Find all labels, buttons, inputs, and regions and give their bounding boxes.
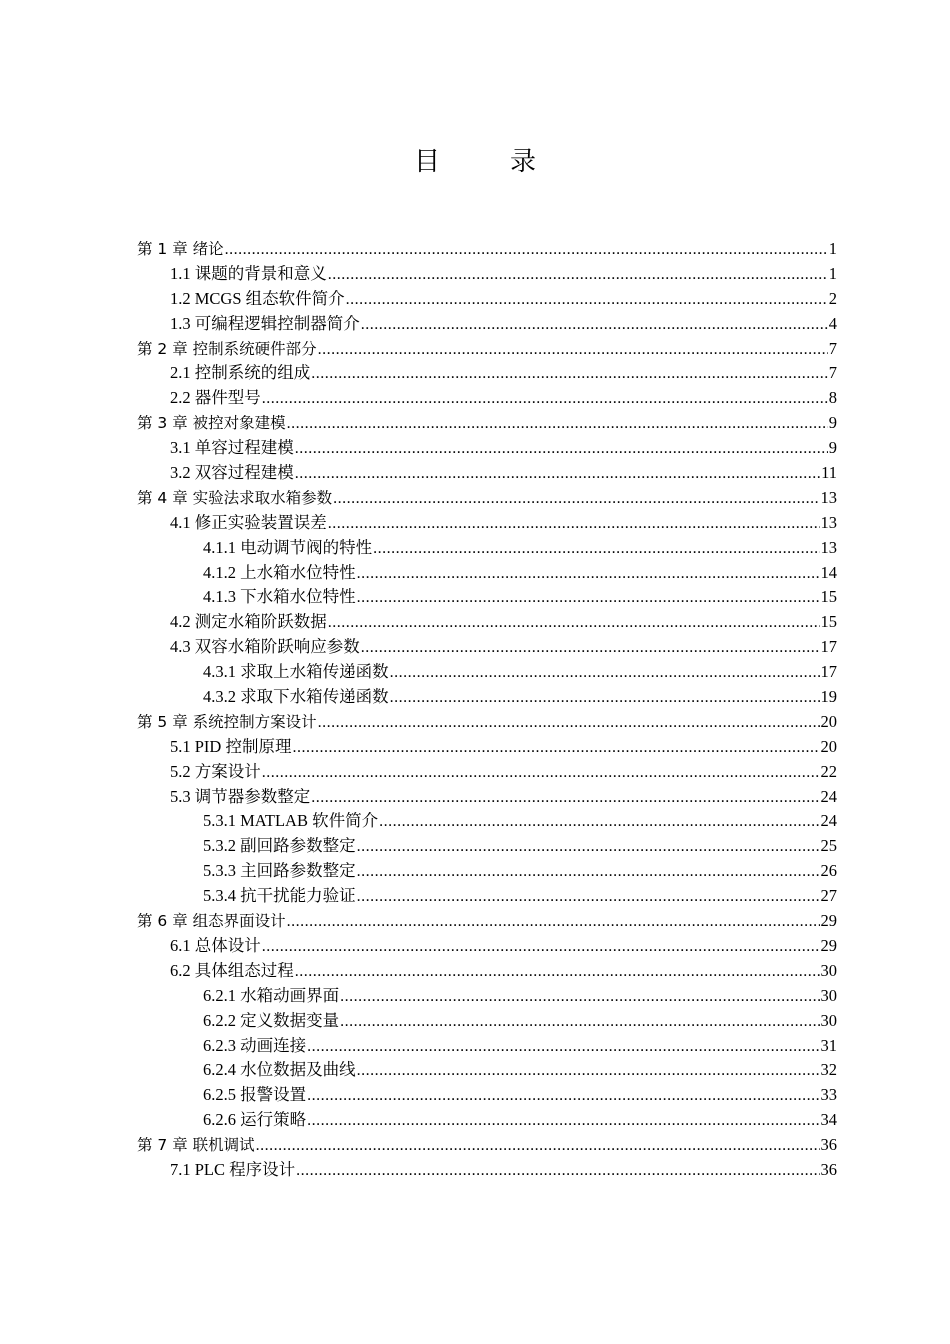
toc-page-number: 20 [820,736,837,756]
toc-entry[interactable] [137,361,837,386]
toc-entry[interactable] [137,1108,837,1133]
toc-entry-text: 2.1 控制系统的组成 [170,363,311,383]
toc-page-number: 2 [828,288,837,308]
toc-page-number: 26 [820,861,837,881]
toc-dot-leader [328,512,820,537]
toc-dot-leader [357,885,820,910]
toc-dot-leader [357,586,820,611]
toc-page-number: 30 [820,985,837,1005]
toc-entry[interactable] [137,1009,837,1034]
toc-entry-text: 5.3 调节器参数整定 [170,786,311,806]
toc-dot-leader [262,761,820,786]
toc-dot-leader [357,562,820,587]
toc-entry[interactable] [137,561,837,586]
toc-page-number: 27 [820,886,837,906]
toc-entry-text: 3.2 双容过程建模 [170,463,294,483]
toc-page-number: 22 [820,761,837,781]
toc-dot-leader [340,1010,819,1035]
toc-entry-text: 5.1 PID 控制原理 [170,736,292,756]
toc-entry[interactable] [137,585,837,610]
toc-page-number: 29 [820,935,837,955]
toc-page-number: 34 [820,1110,837,1130]
toc-entry[interactable] [137,411,837,436]
toc-page-number: 20 [820,711,837,731]
toc-dot-leader [361,313,828,338]
toc-dot-leader [225,238,828,263]
toc-entry[interactable] [137,1133,837,1158]
toc-page-number: 7 [828,338,837,358]
toc-dot-leader [295,437,828,462]
toc-entry[interactable] [137,1034,837,1059]
toc-page-number: 13 [820,537,837,557]
toc-entry-text: 1.2 MCGS 组态软件简介 [170,288,345,308]
toc-dot-leader [307,1084,819,1109]
toc-dot-leader [318,338,828,363]
toc-entry-text: 4.1.3 下水箱水位特性 [203,587,356,607]
toc-entry[interactable] [137,436,837,461]
toc-entry-text: 6.2.5 报警设置 [203,1085,307,1105]
toc-entry-text: 第 4 章 实验法求取水箱参数 [137,488,333,507]
toc-entry[interactable] [137,984,837,1009]
toc-entry[interactable] [137,536,837,561]
toc-dot-leader [340,985,819,1010]
toc-entry[interactable] [137,760,837,785]
toc-entry[interactable] [137,337,837,362]
toc-entry[interactable] [137,511,837,536]
toc-entry-text: 第 2 章 控制系统硬件部分 [137,339,317,358]
toc-dot-leader [333,487,819,512]
toc-entry[interactable] [137,1083,837,1108]
toc-entry-text: 4.2 测定水箱阶跃数据 [170,612,327,632]
toc-dot-leader [295,462,820,487]
toc-entry[interactable] [137,785,837,810]
toc-page-number: 17 [820,662,837,682]
toc-page-number: 31 [820,1035,837,1055]
toc-entry[interactable] [137,959,837,984]
toc-entry-text: 4.1.2 上水箱水位特性 [203,562,356,582]
toc-entry[interactable] [137,610,837,635]
toc-entry[interactable] [137,486,837,511]
toc-entry-text: 6.2.2 定义数据变量 [203,1010,340,1030]
toc-entry[interactable] [137,934,837,959]
toc-dot-leader [357,835,820,860]
toc-entry-text: 7.1 PLC 程序设计 [170,1159,296,1179]
toc-entry-text: 5.3.4 抗干扰能力验证 [203,886,356,906]
table-of-contents [137,237,837,1183]
toc-page-number: 1 [828,263,837,283]
toc-page-number: 36 [820,1159,837,1179]
toc-entry[interactable] [137,635,837,660]
toc-dot-leader [318,711,820,736]
toc-dot-leader [295,960,820,985]
toc-entry[interactable] [137,660,837,685]
toc-entry[interactable] [137,312,837,337]
toc-entry-text: 1.1 课题的背景和意义 [170,263,327,283]
toc-page-number: 24 [820,786,837,806]
toc-dot-leader [328,263,828,288]
toc-entry[interactable] [137,710,837,735]
toc-entry[interactable] [137,685,837,710]
toc-dot-leader [390,686,820,711]
toc-page-number: 13 [820,512,837,532]
toc-entry[interactable] [137,735,837,760]
toc-page-number: 36 [820,1135,837,1155]
toc-entry-text: 6.2.1 水箱动画界面 [203,985,340,1005]
toc-dot-leader [357,1059,820,1084]
toc-entry-text: 5.3.1 MATLAB 软件简介 [203,811,379,831]
toc-dot-leader [357,860,820,885]
toc-title: 目 录 [413,147,558,177]
toc-entry-text: 5.3.3 主回路参数整定 [203,861,356,881]
toc-dot-leader [361,636,820,661]
toc-entry-text: 4.1 修正实验装置误差 [170,512,327,532]
toc-dot-leader [346,288,828,313]
toc-entry-text: 6.1 总体设计 [170,935,261,955]
toc-dot-leader [307,1035,819,1060]
toc-entry[interactable] [137,809,837,834]
toc-entry-text: 5.2 方案设计 [170,761,261,781]
toc-page-number: 25 [820,836,837,856]
toc-entry-text: 4.3.2 求取下水箱传递函数 [203,687,389,707]
toc-dot-leader [262,935,820,960]
toc-entry-text: 第 1 章 绪论 [137,240,224,258]
toc-entry-text: 4.3.1 求取上水箱传递函数 [203,662,389,682]
toc-entry[interactable] [137,287,837,312]
toc-dot-leader [287,910,820,935]
toc-page-number: 32 [820,1060,837,1080]
toc-page-number: 14 [820,562,837,582]
toc-entry[interactable] [137,262,837,287]
toc-dot-leader [256,1134,820,1159]
toc-entry-text: 6.2.6 运行策略 [203,1110,307,1130]
toc-entry-text: 5.3.2 副回路参数整定 [203,836,356,856]
toc-dot-leader [296,1159,819,1184]
toc-page-number: 29 [820,911,837,931]
toc-entry-text: 第 3 章 被控对象建模 [137,414,286,433]
toc-entry-text: 第 7 章 联机调试 [137,1136,255,1155]
toc-page-number: 11 [821,463,837,483]
toc-dot-leader [311,786,819,811]
toc-page-number: 19 [820,687,837,707]
toc-page-number: 24 [820,811,837,831]
toc-page-number: 15 [820,612,837,632]
toc-page-number: 17 [820,637,837,657]
toc-page-number: 15 [820,587,837,607]
toc-entry[interactable] [137,237,837,262]
toc-page-number: 4 [828,313,837,333]
toc-entry-text: 1.3 可编程逻辑控制器简介 [170,313,360,333]
toc-entry-text: 4.1.1 电动调节阀的特性 [203,537,373,557]
toc-entry[interactable] [137,909,837,934]
toc-entry-text: 4.3 双容水箱阶跃响应参数 [170,637,360,657]
toc-dot-leader [262,387,828,412]
toc-dot-leader [373,537,819,562]
toc-page-number: 9 [828,438,837,458]
toc-entry[interactable] [137,859,837,884]
toc-dot-leader [311,362,828,387]
toc-dot-leader [390,661,820,686]
toc-page-number: 30 [820,1010,837,1030]
toc-page-number: 9 [828,413,837,433]
toc-page-number: 7 [828,363,837,383]
toc-entry[interactable] [137,461,837,486]
toc-entry-text: 第 6 章 组态界面设计 [137,912,286,931]
toc-entry-text: 6.2.4 水位数据及曲线 [203,1060,356,1080]
toc-page-number: 33 [820,1085,837,1105]
toc-entry[interactable] [137,1158,837,1183]
toc-page-number: 13 [820,487,837,507]
toc-page-number: 8 [828,388,837,408]
toc-entry[interactable] [137,1058,837,1083]
toc-entry-text: 第 5 章 系统控制方案设计 [137,712,317,731]
toc-dot-leader [287,412,828,437]
toc-dot-leader [292,736,819,761]
toc-entry[interactable] [137,386,837,411]
toc-entry-text: 2.2 器件型号 [170,388,261,408]
toc-page-number: 30 [820,960,837,980]
toc-entry-text: 6.2 具体组态过程 [170,960,294,980]
toc-entry-text: 6.2.3 动画连接 [203,1035,307,1055]
toc-page-number: 1 [828,239,837,258]
toc-entry[interactable] [137,884,837,909]
toc-entry-text: 3.1 单容过程建模 [170,438,294,458]
toc-dot-leader [379,810,819,835]
toc-dot-leader [307,1109,819,1134]
toc-entry[interactable] [137,834,837,859]
toc-dot-leader [328,611,820,636]
